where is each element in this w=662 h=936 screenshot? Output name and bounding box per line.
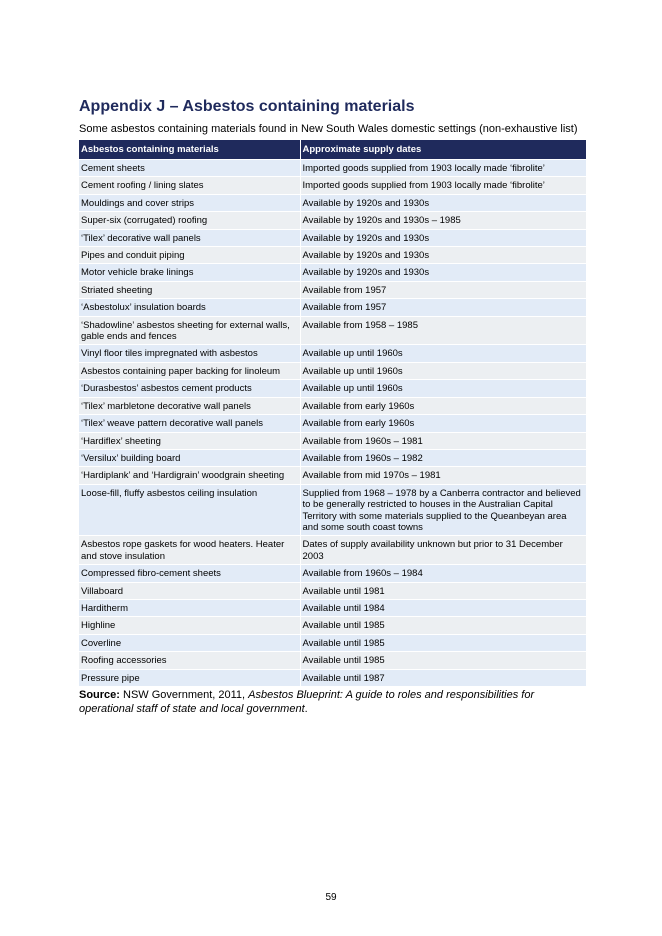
material-cell: Pipes and conduit piping <box>79 247 300 264</box>
table-row <box>79 582 586 599</box>
table-header-row <box>79 140 586 160</box>
material-cell: Loose-fill, fluffy asbestos ceiling insulation <box>79 484 300 536</box>
supply-date-cell: Available until 1984 <box>300 599 586 616</box>
supply-date-cell: Supplied from 1968 – 1978 by a Canberra contractor and believed to be generally restricted to houses in the Australian Capital Territory with some materials supplied to the Queanbeyan area and some south coast towns <box>300 484 586 536</box>
material-cell: Mouldings and cover strips <box>79 194 300 211</box>
supply-date-cell: Available by 1920s and 1930s <box>300 194 586 211</box>
supply-date-cell: Available up until 1960s <box>300 362 586 379</box>
table-row <box>79 599 586 616</box>
table-row <box>79 345 586 362</box>
table-row <box>79 299 586 316</box>
table-caption: Some asbestos containing materials found in New South Wales domestic settings (non-exhaustive list) <box>79 123 578 135</box>
supply-date-cell: Available by 1920s and 1930s – 1985 <box>300 212 586 229</box>
supply-date-cell: Dates of supply availability unknown but prior to 31 December 2003 <box>300 536 586 565</box>
source-label: Source: <box>79 689 120 701</box>
supply-date-cell: Available from 1960s – 1981 <box>300 432 586 449</box>
table-row <box>79 415 586 432</box>
table-row <box>79 316 586 345</box>
supply-date-cell: Available until 1985 <box>300 617 586 634</box>
table-row <box>79 536 586 565</box>
supply-date-cell: Available from 1957 <box>300 281 586 298</box>
supply-date-cell: Available by 1920s and 1930s <box>300 247 586 264</box>
asbestos-materials-table <box>79 140 586 686</box>
material-cell: Coverline <box>79 634 300 651</box>
material-cell: Roofing accessories <box>79 652 300 669</box>
material-cell: Compressed fibro-cement sheets <box>79 565 300 582</box>
table-row <box>79 264 586 281</box>
supply-date-cell: Available up until 1960s <box>300 345 586 362</box>
material-cell: ‘Tilex’ weave pattern decorative wall panels <box>79 415 300 432</box>
supply-date-cell: Available from 1960s – 1982 <box>300 449 586 466</box>
table-row <box>79 380 586 397</box>
table-row <box>79 484 586 536</box>
material-cell: Asbestos rope gaskets for wood heaters. Heater and stove insulation <box>79 536 300 565</box>
table-row <box>79 652 586 669</box>
supply-date-cell: Available until 1985 <box>300 652 586 669</box>
source-text: NSW Government, 2011, <box>119 689 249 701</box>
document-page <box>79 97 586 716</box>
supply-date-cell: Available from early 1960s <box>300 397 586 414</box>
supply-date-cell: Available from early 1960s <box>300 415 586 432</box>
table-row <box>79 160 586 177</box>
material-cell: ‘Hardiplank’ and ‘Hardigrain’ woodgrain sheeting <box>79 467 300 484</box>
material-cell: ‘Tilex’ decorative wall panels <box>79 229 300 246</box>
source-title: Asbestos Blueprint: A guide to roles and responsibilities for operational staff of state and local government <box>79 689 535 715</box>
supply-date-cell: Available from 1958 – 1985 <box>300 316 586 345</box>
material-cell: Super-six (corrugated) roofing <box>79 212 300 229</box>
table-row <box>79 212 586 229</box>
material-cell: Cement sheets <box>79 160 300 177</box>
column-header-materials: Asbestos containing materials <box>79 140 300 160</box>
table-row <box>79 565 586 582</box>
material-cell: Pressure pipe <box>79 669 300 686</box>
table-row <box>79 449 586 466</box>
source-citation <box>79 688 586 716</box>
table-row <box>79 669 586 686</box>
table-row <box>79 397 586 414</box>
material-cell: ‘Hardiflex’ sheeting <box>79 432 300 449</box>
supply-date-cell: Available until 1985 <box>300 634 586 651</box>
material-cell: ‘Tilex’ marbletone decorative wall panels <box>79 397 300 414</box>
column-header-supply-dates: Approximate supply dates <box>300 140 586 160</box>
material-cell: Villaboard <box>79 582 300 599</box>
supply-date-cell: Imported goods supplied from 1903 locally made ‘fibrolite’ <box>300 160 586 177</box>
table-row <box>79 281 586 298</box>
supply-date-cell: Available by 1920s and 1930s <box>300 264 586 281</box>
table-body <box>79 160 586 687</box>
page-title: Appendix J – Asbestos containing materials <box>79 98 415 115</box>
material-cell: Highline <box>79 617 300 634</box>
table-row <box>79 634 586 651</box>
material-cell: Harditherm <box>79 599 300 616</box>
supply-date-cell: Available until 1981 <box>300 582 586 599</box>
material-cell: ‘Asbestolux’ insulation boards <box>79 299 300 316</box>
supply-date-cell: Imported goods supplied from 1903 locally made ‘fibrolite’ <box>300 177 586 194</box>
table-row <box>79 467 586 484</box>
supply-date-cell: Available from 1957 <box>300 299 586 316</box>
material-cell: ‘Shadowline’ asbestos sheeting for external walls, gable ends and fences <box>79 316 300 345</box>
table-row <box>79 432 586 449</box>
supply-date-cell: Available from 1960s – 1984 <box>300 565 586 582</box>
table-row <box>79 362 586 379</box>
supply-date-cell: Available up until 1960s <box>300 380 586 397</box>
table-row <box>79 194 586 211</box>
table-row <box>79 617 586 634</box>
table-row <box>79 177 586 194</box>
material-cell: ‘Durasbestos’ asbestos cement products <box>79 380 300 397</box>
table-row <box>79 229 586 246</box>
supply-date-cell: Available from mid 1970s – 1981 <box>300 467 586 484</box>
material-cell: Cement roofing / lining slates <box>79 177 300 194</box>
material-cell: Striated sheeting <box>79 281 300 298</box>
table-row <box>79 247 586 264</box>
page-number: 59 <box>325 892 337 903</box>
material-cell: Motor vehicle brake linings <box>79 264 300 281</box>
supply-date-cell: Available by 1920s and 1930s <box>300 229 586 246</box>
material-cell: Asbestos containing paper backing for linoleum <box>79 362 300 379</box>
material-cell: Vinyl floor tiles impregnated with asbestos <box>79 345 300 362</box>
material-cell: ‘Versilux’ building board <box>79 449 300 466</box>
supply-date-cell: Available until 1987 <box>300 669 586 686</box>
source-end: . <box>304 703 308 715</box>
